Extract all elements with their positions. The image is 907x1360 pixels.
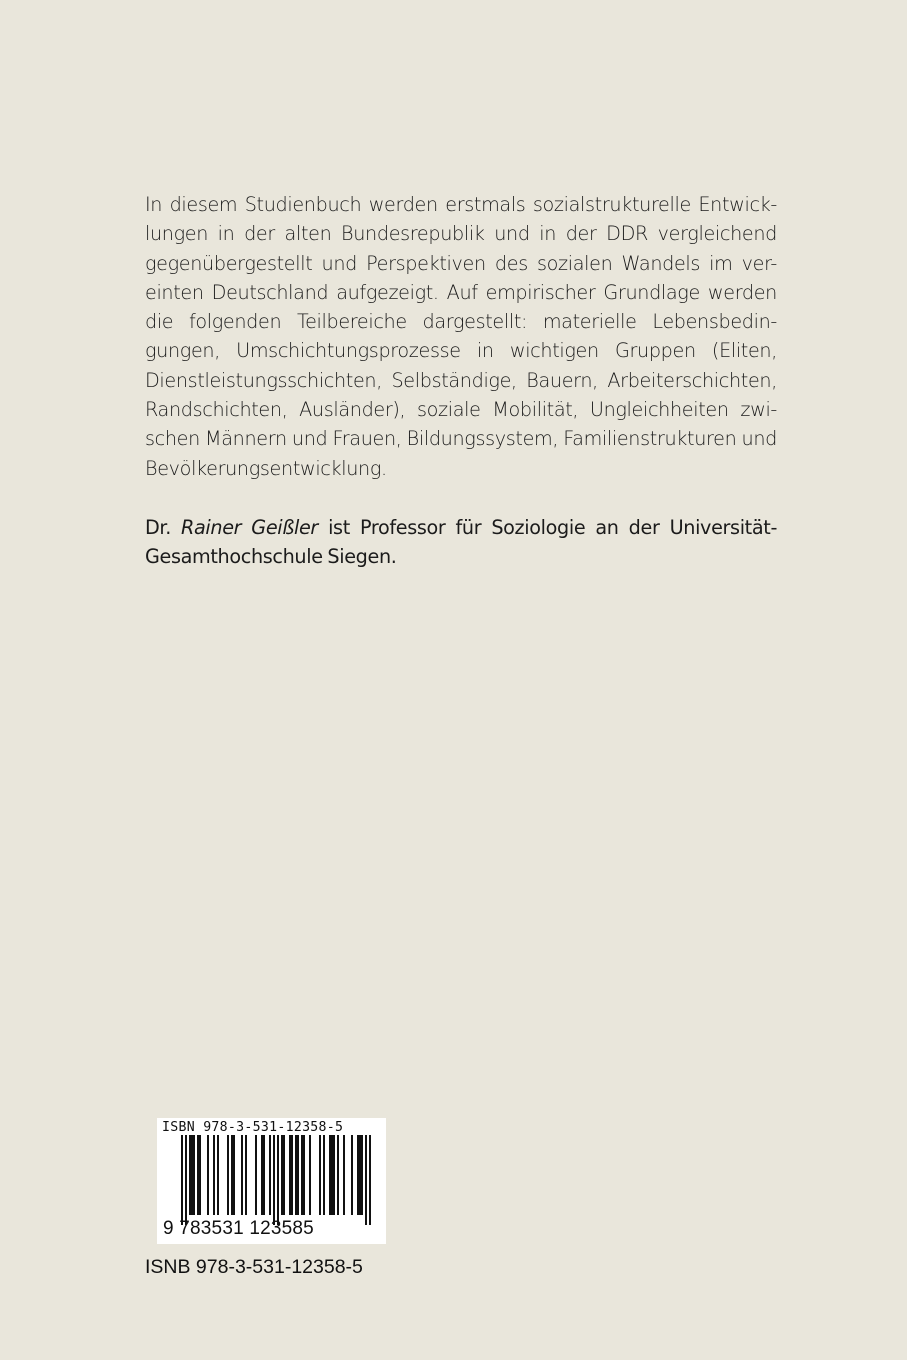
barcode-bar <box>199 1135 201 1215</box>
blurb-text <box>145 190 777 483</box>
barcode-bar <box>273 1135 275 1225</box>
barcode-bar <box>359 1135 361 1215</box>
barcode <box>157 1118 386 1244</box>
blurb-line: In diesem Studienbuch werden erstmals sozialstrukturelle Entwick- <box>145 193 777 216</box>
barcode-bar <box>241 1135 243 1215</box>
barcode-bar <box>217 1135 219 1215</box>
author-bio-line <box>145 513 777 542</box>
barcode-bar <box>263 1135 265 1215</box>
blurb-line: Bevölkerungsentwicklung. <box>145 456 387 480</box>
barcode-bar <box>291 1135 293 1215</box>
blurb-line: gegenübergestellt und Perspektiven des sozialen Wandels im ver- <box>145 251 777 275</box>
barcode-bar <box>185 1135 187 1225</box>
barcode-bar <box>191 1135 193 1215</box>
barcode-bar <box>295 1135 297 1215</box>
barcode-bar <box>197 1135 199 1215</box>
author-affiliation: Gesamthochschule Siegen. <box>145 545 397 569</box>
barcode-bar <box>369 1135 371 1225</box>
blurb-line: gungen, Umschichtungsprozesse in wichtigen Gruppen (Eliten, <box>145 339 777 363</box>
barcode-bar <box>301 1135 303 1215</box>
barcode-bar <box>323 1135 325 1215</box>
barcode-bar <box>333 1135 335 1215</box>
isbn-number: ISNB 978-3-531-12358-5 <box>145 1256 363 1278</box>
barcode-bar <box>297 1135 299 1215</box>
barcode-isbn-label: ISBN 978-3-531-12358-5 <box>162 1120 344 1135</box>
barcode-bar <box>303 1135 305 1215</box>
blurb-line: die folgenden Teilbereiche dargestellt: materielle Lebensbedin- <box>145 310 777 334</box>
barcode-bar <box>193 1135 195 1215</box>
barcode-bar <box>289 1135 291 1215</box>
barcode-bar <box>207 1135 209 1215</box>
barcode-bar <box>337 1135 339 1215</box>
barcode-bar <box>357 1135 359 1215</box>
blurb-line: Dienstleistungsschichten, Selbständige, Bauern, Arbeiterschichten, <box>145 368 777 392</box>
barcode-bar <box>351 1135 353 1215</box>
barcode-bar <box>227 1135 229 1215</box>
author-name: Rainer Geißler <box>181 516 318 539</box>
barcode-bar <box>181 1135 183 1225</box>
barcode-bar <box>189 1135 191 1215</box>
barcode-bar <box>281 1135 283 1215</box>
author-position: ist Professor für Soziologie an der Universität- <box>317 516 778 539</box>
barcode-bar <box>283 1135 285 1215</box>
blurb-line: Randschichten, Ausländer), soziale Mobilität, Ungleichheiten zwi- <box>145 398 777 422</box>
barcode-digits: 9 783531 123585 <box>163 1218 314 1239</box>
barcode-bar <box>213 1135 215 1215</box>
blurb-line: lungen in der alten Bundesrepublik und in der DDR vergleichend <box>145 222 777 246</box>
barcode-bar <box>255 1135 257 1215</box>
barcode-bar <box>245 1135 247 1215</box>
author-bio <box>145 513 777 572</box>
barcode-bar <box>365 1135 367 1225</box>
barcode-bar <box>277 1135 279 1225</box>
barcode-bar <box>361 1135 363 1215</box>
barcode-bar <box>331 1135 333 1215</box>
barcode-bar <box>329 1135 331 1215</box>
barcode-bar <box>269 1135 271 1215</box>
barcode-bar <box>319 1135 321 1215</box>
blurb-line: schen Männern und Frauen, Bildungssystem, Familienstrukturen und <box>145 427 777 451</box>
barcode-bar <box>343 1135 345 1215</box>
blurb-line: einten Deutschland aufgezeigt. Auf empirischer Grundlage werden <box>145 280 777 304</box>
author-title: Dr. <box>145 516 182 539</box>
barcode-bar <box>231 1135 233 1215</box>
barcode-bar <box>233 1135 235 1215</box>
barcode-bar <box>309 1135 311 1215</box>
barcode-bar <box>261 1135 263 1215</box>
